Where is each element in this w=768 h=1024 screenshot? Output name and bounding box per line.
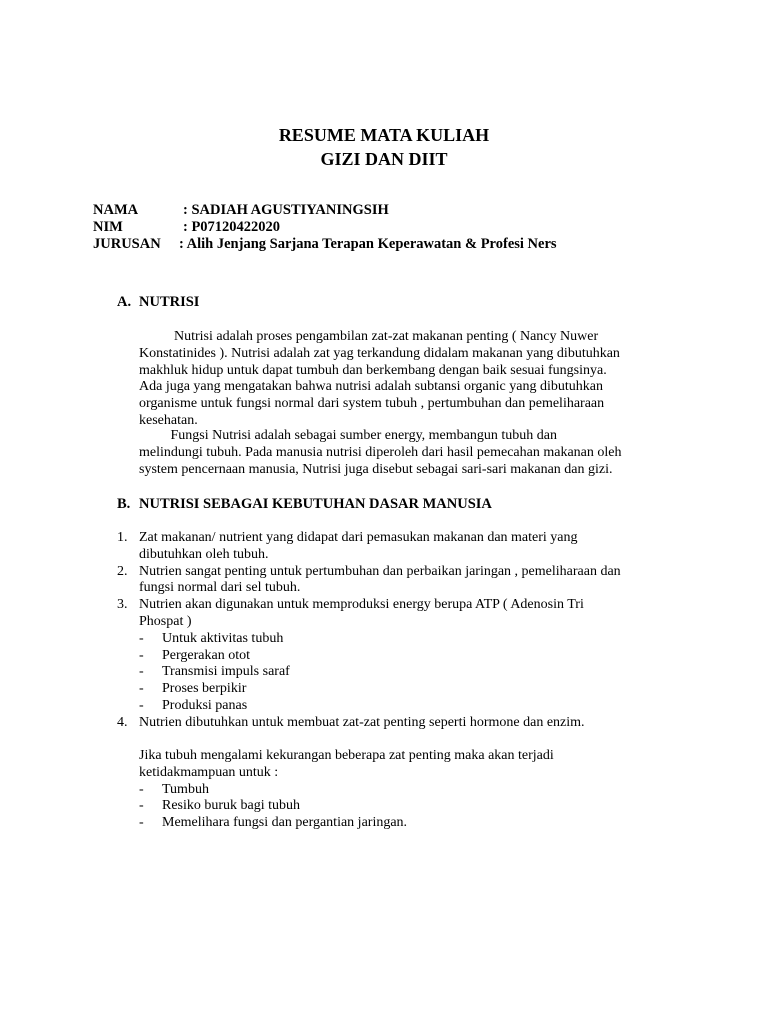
paragraph-line: organisme untuk fungsi normal dari system tubuh , pertumbuhan dan pemeliharaan	[139, 396, 605, 412]
list-number: 1.	[117, 530, 128, 545]
section-a-letter: A.	[117, 294, 132, 310]
sub-list-item	[139, 648, 677, 665]
sub-list-item	[139, 681, 677, 698]
paragraph-line: melindungi tubuh. Pada manusia nutrisi diperoleh dari hasil pemecahan makanan oleh	[139, 444, 622, 460]
list-line: fungsi normal dari sel tubuh.	[139, 580, 301, 596]
sub-item-text: Pergerakan otot	[162, 647, 250, 663]
nama-value: : SADIAH AGUSTIYANINGSIH	[183, 202, 389, 218]
dash-bullet: -	[139, 815, 144, 831]
list-item	[117, 530, 677, 564]
dash-bullet: -	[139, 630, 144, 646]
list-line: dibutuhkan oleh tubuh.	[139, 546, 269, 562]
numbered-list	[117, 530, 677, 732]
list-number: 4.	[117, 714, 128, 730]
sub-list-item	[139, 698, 677, 715]
list-item	[117, 597, 677, 715]
info-row-nama	[93, 202, 557, 219]
section-a-heading	[117, 294, 199, 311]
closing-list	[139, 782, 679, 832]
jurusan-label: JURUSAN	[93, 236, 161, 252]
atp-use-list	[139, 631, 677, 715]
closing-list-item	[139, 798, 679, 815]
dash-bullet: -	[139, 798, 144, 814]
list-line: Nutrien akan digunakan untuk memproduksi energy berupa ATP ( Adenosin Tri	[139, 597, 584, 613]
document-title	[0, 123, 768, 171]
sub-list-item	[139, 631, 677, 648]
dash-bullet: -	[139, 681, 144, 697]
list-number: 3.	[117, 597, 128, 613]
section-b-heading	[117, 496, 492, 513]
closing-line: ketidakmampuan untuk :	[139, 764, 279, 780]
nim-label: NIM	[93, 219, 123, 235]
closing-line: Jika tubuh mengalami kekurangan beberapa zat penting maka akan terjadi	[139, 748, 554, 763]
list-item	[117, 715, 677, 732]
sub-item-text: Transmisi impuls saraf	[162, 664, 290, 680]
jurusan-value: : Alih Jenjang Sarjana Terapan Keperawatan & Profesi Ners	[179, 236, 557, 252]
paragraph-line: Fungsi Nutrisi adalah sebagai sumber energy, membangun tubuh dan	[139, 428, 557, 443]
list-line: Nutrien dibutuhkan untuk membuat zat-zat penting seperti hormone dan enzim.	[139, 714, 585, 730]
sub-item-text: Produksi panas	[162, 697, 248, 713]
closing-item-text: Resiko buruk bagi tubuh	[162, 798, 301, 814]
closing-item-text: Tumbuh	[162, 781, 209, 797]
list-number: 2.	[117, 563, 128, 579]
title-line-1: RESUME MATA KULIAH	[278, 125, 490, 145]
list-line: Nutrien sangat penting untuk pertumbuhan dan perbaikan jaringan , pemeliharaan dan	[139, 563, 621, 579]
dash-bullet: -	[139, 647, 144, 663]
dash-bullet: -	[139, 664, 144, 680]
paragraph-line: Nutrisi adalah proses pengambilan zat-zat makanan penting ( Nancy Nuwer	[139, 329, 599, 344]
paragraph-line: Konstatinides ). Nutrisi adalah zat yag terkandung didalam makanan yang dibutuhkan	[139, 345, 620, 361]
section-a-title: NUTRISI	[139, 294, 200, 310]
nama-label: NAMA	[93, 202, 139, 218]
nim-value: : P07120422020	[183, 219, 281, 235]
sub-item-text: Proses berpikir	[162, 681, 247, 697]
sub-item-text: Untuk aktivitas tubuh	[162, 630, 284, 646]
section-b-title: NUTRISI SEBAGAI KEBUTUHAN DASAR MANUSIA	[139, 496, 492, 512]
title-line-2: GIZI DAN DIIT	[320, 149, 448, 169]
closing-paragraph	[139, 748, 679, 832]
dash-bullet: -	[139, 781, 144, 797]
section-b-letter: B.	[117, 496, 131, 512]
list-line: Phospat )	[139, 613, 192, 629]
student-info	[93, 202, 557, 253]
nutrisi-paragraph-1	[139, 329, 679, 430]
nutrisi-paragraph-2	[139, 428, 679, 478]
info-row-jurusan	[93, 236, 557, 253]
closing-list-item	[139, 815, 679, 832]
paragraph-line: Ada juga yang mengatakan bahwa nutrisi adalah subtansi organic yang dibutuhkan	[139, 379, 603, 395]
paragraph-line: kesehatan.	[139, 412, 198, 428]
list-item	[117, 564, 677, 598]
info-row-nim	[93, 219, 557, 236]
paragraph-line: system pencernaan manusia, Nutrisi juga disebut sebagai sari-sari makanan dan gizi.	[139, 461, 613, 477]
closing-item-text: Memelihara fungsi dan pergantian jaringan.	[162, 815, 408, 831]
paragraph-line: makhluk hidup untuk dapat tumbuh dan berkembang dengan baik sesuai fungsinya.	[139, 362, 607, 378]
list-line: Zat makanan/ nutrient yang didapat dari pemasukan makanan dan materi yang	[139, 530, 578, 545]
dash-bullet: -	[139, 697, 144, 713]
sub-list-item	[139, 664, 677, 681]
closing-list-item	[139, 782, 679, 799]
